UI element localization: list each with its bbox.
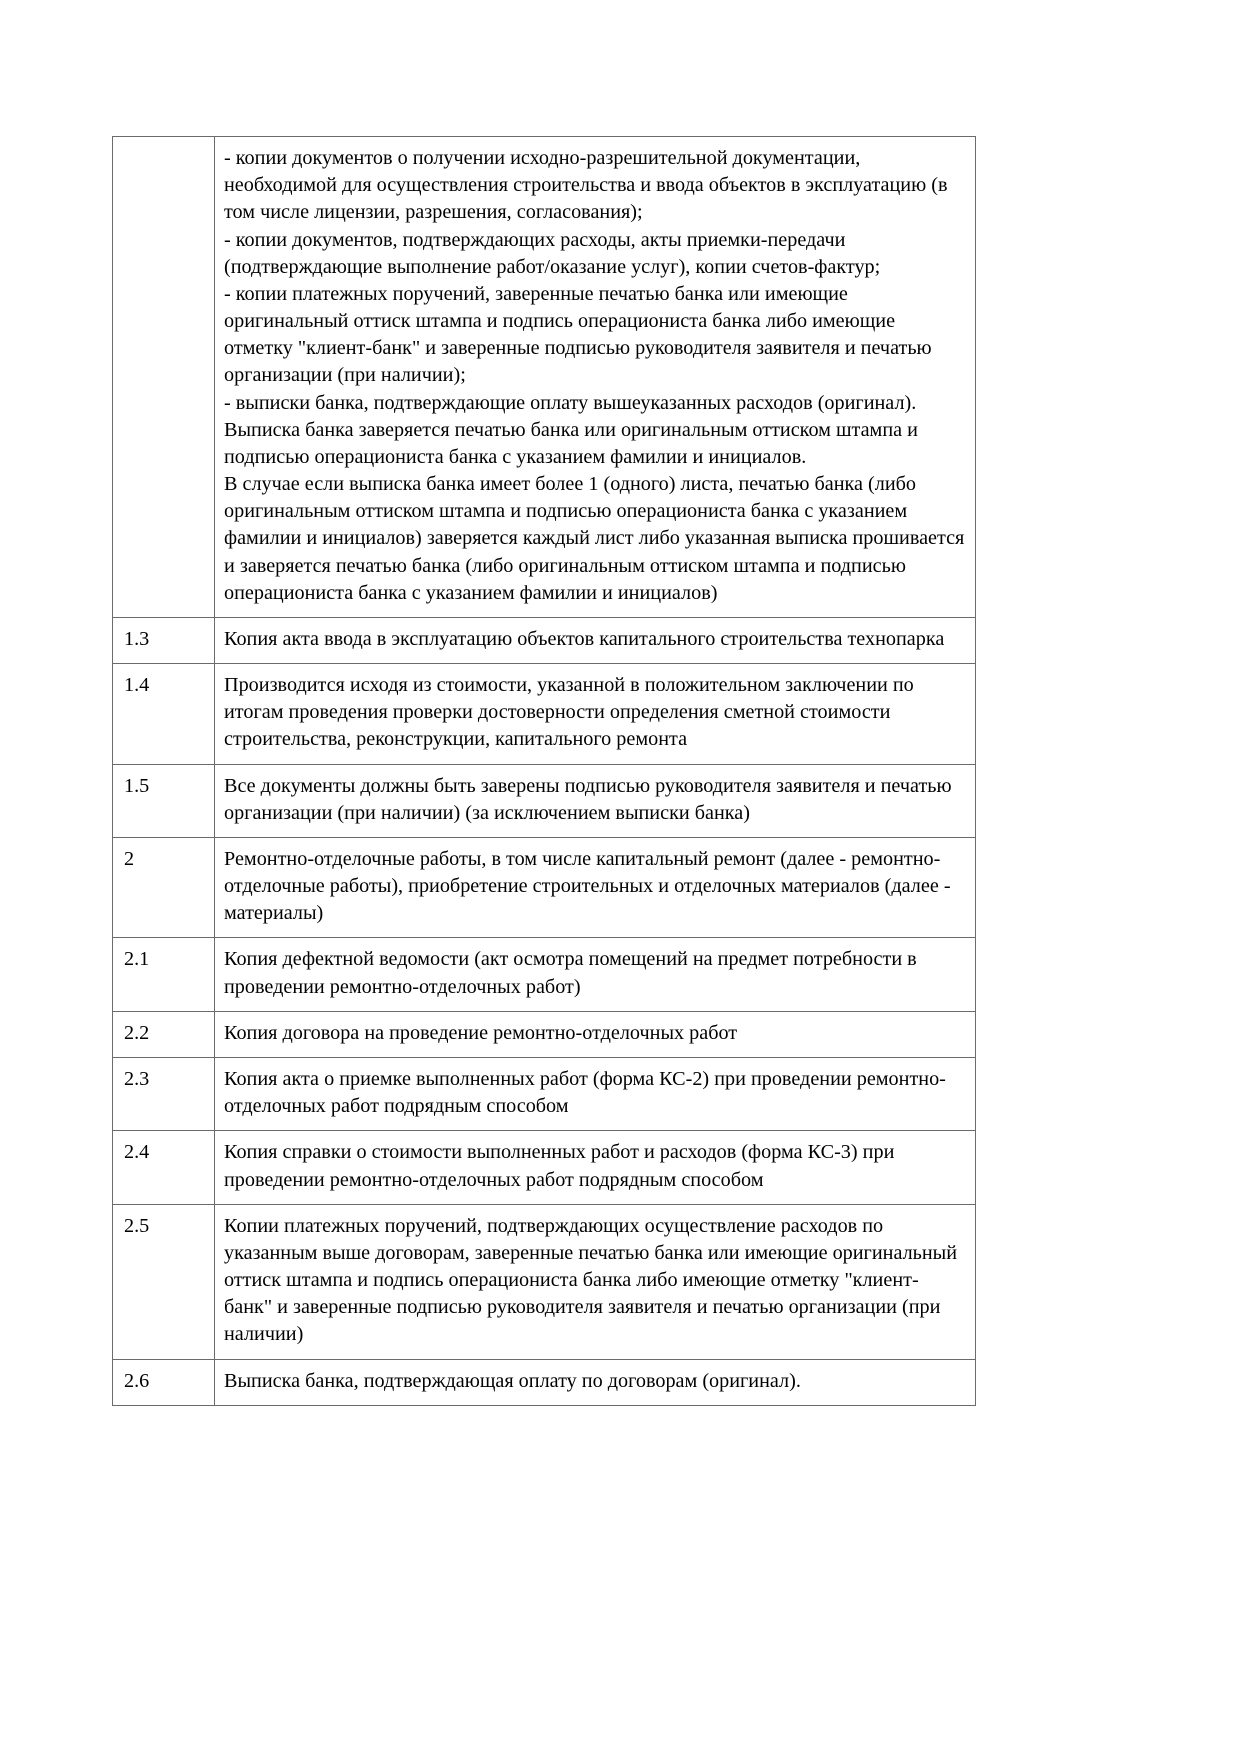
row-number-cell: 2.6 bbox=[113, 1359, 215, 1405]
cell-paragraphs bbox=[224, 1066, 966, 1120]
paragraph: Копия справки о стоимости выполненных работ и расходов (форма КС-3) при проведении ремонтно-отделочных работ подрядным способом bbox=[224, 1141, 900, 1191]
row-number-cell: 1.5 bbox=[113, 764, 215, 837]
table-row bbox=[113, 617, 976, 663]
cell-paragraphs bbox=[224, 672, 966, 754]
row-description-cell bbox=[215, 764, 976, 837]
cell-paragraphs bbox=[224, 1213, 966, 1349]
paragraph: Копии платежных поручений, подтверждающих осуществление расходов по указанным выше договорам, заверенные печатью банка или имеющие оригинальный оттиск штампа и подпись операциониста банка либо имеющие отметку "клиент-банк" и заверенные подписью руководителя заявителя и печатью организации (при наличии) bbox=[224, 1214, 963, 1346]
row-number-cell: 1.4 bbox=[113, 664, 215, 765]
table-row bbox=[113, 1011, 976, 1057]
table-row bbox=[113, 837, 976, 938]
table-body bbox=[113, 137, 976, 1406]
table-row bbox=[113, 664, 976, 765]
paragraph: - копии платежных поручений, заверенные печатью банка или имеющие оригинальный оттиск штампа и подпись операциониста банка либо имеющие отметку "клиент-банк" и заверенные подписью руководителя заявителя и печатью организации (при наличии); bbox=[224, 282, 937, 387]
table-row bbox=[113, 1057, 976, 1130]
table-row bbox=[113, 137, 976, 618]
table-row bbox=[113, 938, 976, 1011]
row-description-cell bbox=[215, 664, 976, 765]
cell-paragraphs bbox=[224, 773, 966, 827]
cell-paragraphs bbox=[224, 1368, 966, 1395]
row-number-cell: 2.4 bbox=[113, 1131, 215, 1204]
row-number-cell: 2 bbox=[113, 837, 215, 938]
cell-paragraphs bbox=[224, 846, 966, 928]
paragraph: Ремонтно-отделочные работы, в том числе капитальный ремонт (далее - ремонтно-отделочные работы), приобретение строительных и отделочных материалов (далее - материалы) bbox=[224, 847, 956, 925]
row-description-cell bbox=[215, 1131, 976, 1204]
paragraph: - выписки банка, подтверждающие оплату вышеуказанных расходов (оригинал). Выписка банка заверяется печатью банка или оригинальным оттиском штампа и подписью операциониста банка с указанием фамилии и инициалов. bbox=[224, 391, 923, 468]
cell-paragraphs bbox=[224, 1139, 966, 1193]
row-description-cell bbox=[215, 1204, 976, 1359]
row-number-cell: 2.2 bbox=[113, 1011, 215, 1057]
paragraph: В случае если выписка банка имеет более 1 (одного) листа, печатью банка (либо оригинальным оттиском штампа и подписью операциониста банка с указанием фамилии и инициалов) заверяется каждый лист либо указанная выписка прошивается и заверяется печатью банка (либо оригинальным оттиском штампа и подписью операциониста банка с указанием фамилии и инициалов) bbox=[224, 473, 970, 604]
row-number-cell: 2.3 bbox=[113, 1057, 215, 1130]
cell-paragraphs bbox=[224, 946, 966, 1000]
row-number-cell: 2.5 bbox=[113, 1204, 215, 1359]
row-description-cell bbox=[215, 938, 976, 1011]
row-description-cell bbox=[215, 617, 976, 663]
table-row bbox=[113, 1131, 976, 1204]
paragraph: Все документы должны быть заверены подписью руководителя заявителя и печатью организации (при наличии) (за исключением выписки банка) bbox=[224, 774, 957, 824]
row-description-cell bbox=[215, 1011, 976, 1057]
table-row bbox=[113, 764, 976, 837]
cell-paragraphs bbox=[224, 1020, 966, 1047]
row-description-cell bbox=[215, 1057, 976, 1130]
requirements-table bbox=[112, 136, 976, 1406]
row-number-cell: 2.1 bbox=[113, 938, 215, 1011]
row-number-cell bbox=[113, 137, 215, 618]
cell-paragraphs bbox=[224, 145, 970, 607]
paragraph: - копии документов о получении исходно-разрешительной документации, необходимой для осуществления строительства и ввода объектов в эксплуатацию (в том числе лицензии, разрешения, согласования); bbox=[224, 147, 953, 224]
table-row bbox=[113, 1359, 976, 1405]
paragraph: Копия акта ввода в эксплуатацию объектов капитального строительства технопарка bbox=[224, 627, 945, 650]
row-description-cell bbox=[215, 1359, 976, 1405]
row-number-cell: 1.3 bbox=[113, 617, 215, 663]
paragraph: Копия дефектной ведомости (акт осмотра помещений на предмет потребности в проведении ремонтно-отделочных работ) bbox=[224, 948, 922, 998]
row-description-cell bbox=[215, 137, 976, 618]
row-description-cell bbox=[215, 837, 976, 938]
paragraph: Производится исходя из стоимости, указанной в положительном заключении по итогам проведения проверки достоверности определения сметной стоимости строительства, реконструкции, капитального ремонта bbox=[224, 674, 919, 751]
paragraph: Копия договора на проведение ремонтно-отделочных работ bbox=[224, 1021, 738, 1044]
cell-paragraphs bbox=[224, 626, 966, 653]
paragraph: Выписка банка, подтверждающая оплату по договорам (оригинал). bbox=[224, 1369, 801, 1392]
paragraph: - копии документов, подтверждающих расходы, акты приемки-передачи (подтверждающие выполнение работ/оказание услуг), копии счетов-фактур; bbox=[224, 228, 881, 278]
table-row bbox=[113, 1204, 976, 1359]
paragraph: Копия акта о приемке выполненных работ (форма КС-2) при проведении ремонтно-отделочных работ подрядным способом bbox=[224, 1067, 946, 1118]
